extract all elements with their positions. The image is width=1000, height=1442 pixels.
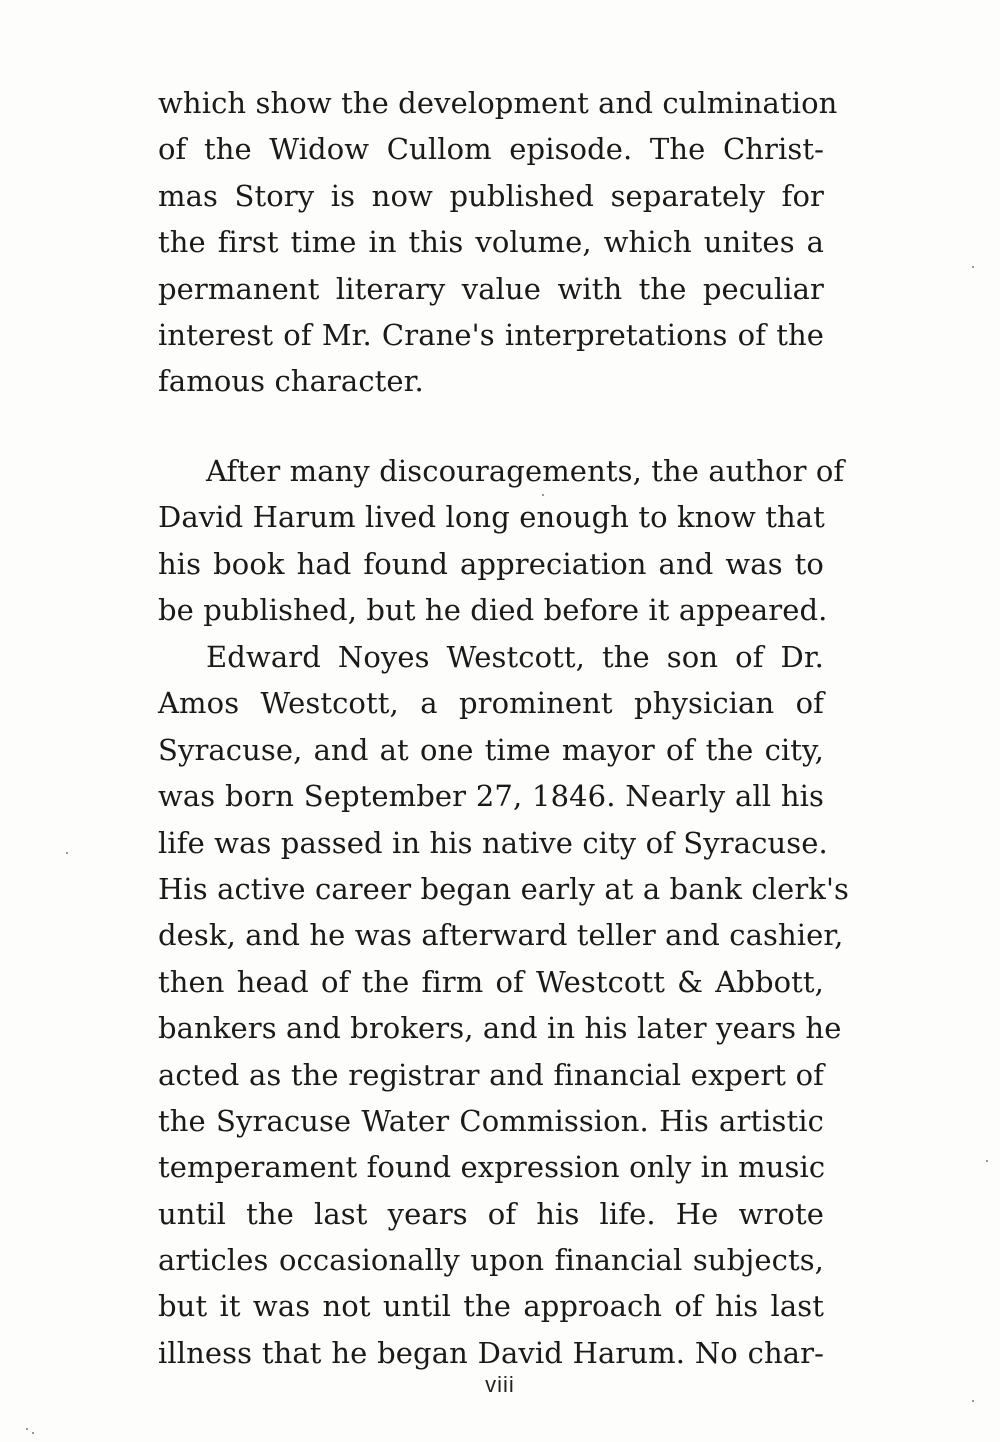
scan-speck	[972, 266, 974, 268]
text-line: His active career began early at a bank clerk's	[158, 871, 850, 906]
text-line: David Harum lived long enough to know that	[158, 500, 825, 535]
text-line: bankers and brokers, and in his later years he	[158, 1011, 842, 1046]
text-line: Amos Westcott, a prominent physician of	[158, 686, 824, 721]
text-line: articles occasionally upon financial subjects,	[158, 1243, 824, 1278]
text-line: was born September 27, 1846. Nearly all his	[158, 779, 824, 814]
text-line: but it was not until the approach of his last	[158, 1289, 824, 1324]
text-line: be published, but he died before it appeared.	[158, 593, 828, 628]
page-number: viii	[485, 1372, 515, 1397]
scan-speck	[542, 494, 544, 496]
text-line: famous character.	[158, 364, 424, 399]
text-line: desk, and he was afterward teller and cashier,	[158, 918, 844, 953]
scan-speck	[986, 1160, 988, 1162]
text-line: of the Widow Cullom episode. The Christ-	[158, 132, 824, 167]
text-line: the first time in this volume, which unites a	[158, 225, 824, 260]
paragraph-1	[158, 80, 838, 405]
scan-speck	[66, 852, 68, 854]
text-line: temperament found expression only in music	[158, 1150, 826, 1185]
scan-speck	[26, 1428, 28, 1430]
text-line: permanent literary value with the peculiar	[158, 271, 824, 306]
text-line: After many discouragements, the author of	[206, 454, 845, 488]
text-line: which show the development and culmination	[158, 86, 838, 120]
text-line: Edward Noyes Westcott, the son of Dr.	[206, 640, 824, 674]
text-line: acted as the registrar and financial expert of	[158, 1057, 824, 1092]
scan-speck	[32, 1432, 34, 1434]
paragraph-2	[158, 448, 845, 634]
text-line: mas Story is now published separately for	[158, 178, 824, 213]
text-line: life was passed in his native city of Syracuse.	[158, 825, 828, 860]
text-line: the Syracuse Water Commission. His artistic	[158, 1103, 824, 1138]
text-line: then head of the firm of Westcott & Abbott,	[158, 964, 824, 999]
text-line: interest of Mr. Crane's interpretations of the	[158, 317, 824, 352]
text-line: until the last years of his life. He wrote	[158, 1196, 824, 1231]
text-line: his book had found appreciation and was to	[158, 546, 824, 581]
scan-speck	[972, 1400, 974, 1402]
text-line: Syracuse, and at one time mayor of the city,	[158, 732, 824, 767]
paragraph-3	[158, 634, 850, 1376]
text-line: illness that he began David Harum. No char-	[158, 1335, 824, 1370]
